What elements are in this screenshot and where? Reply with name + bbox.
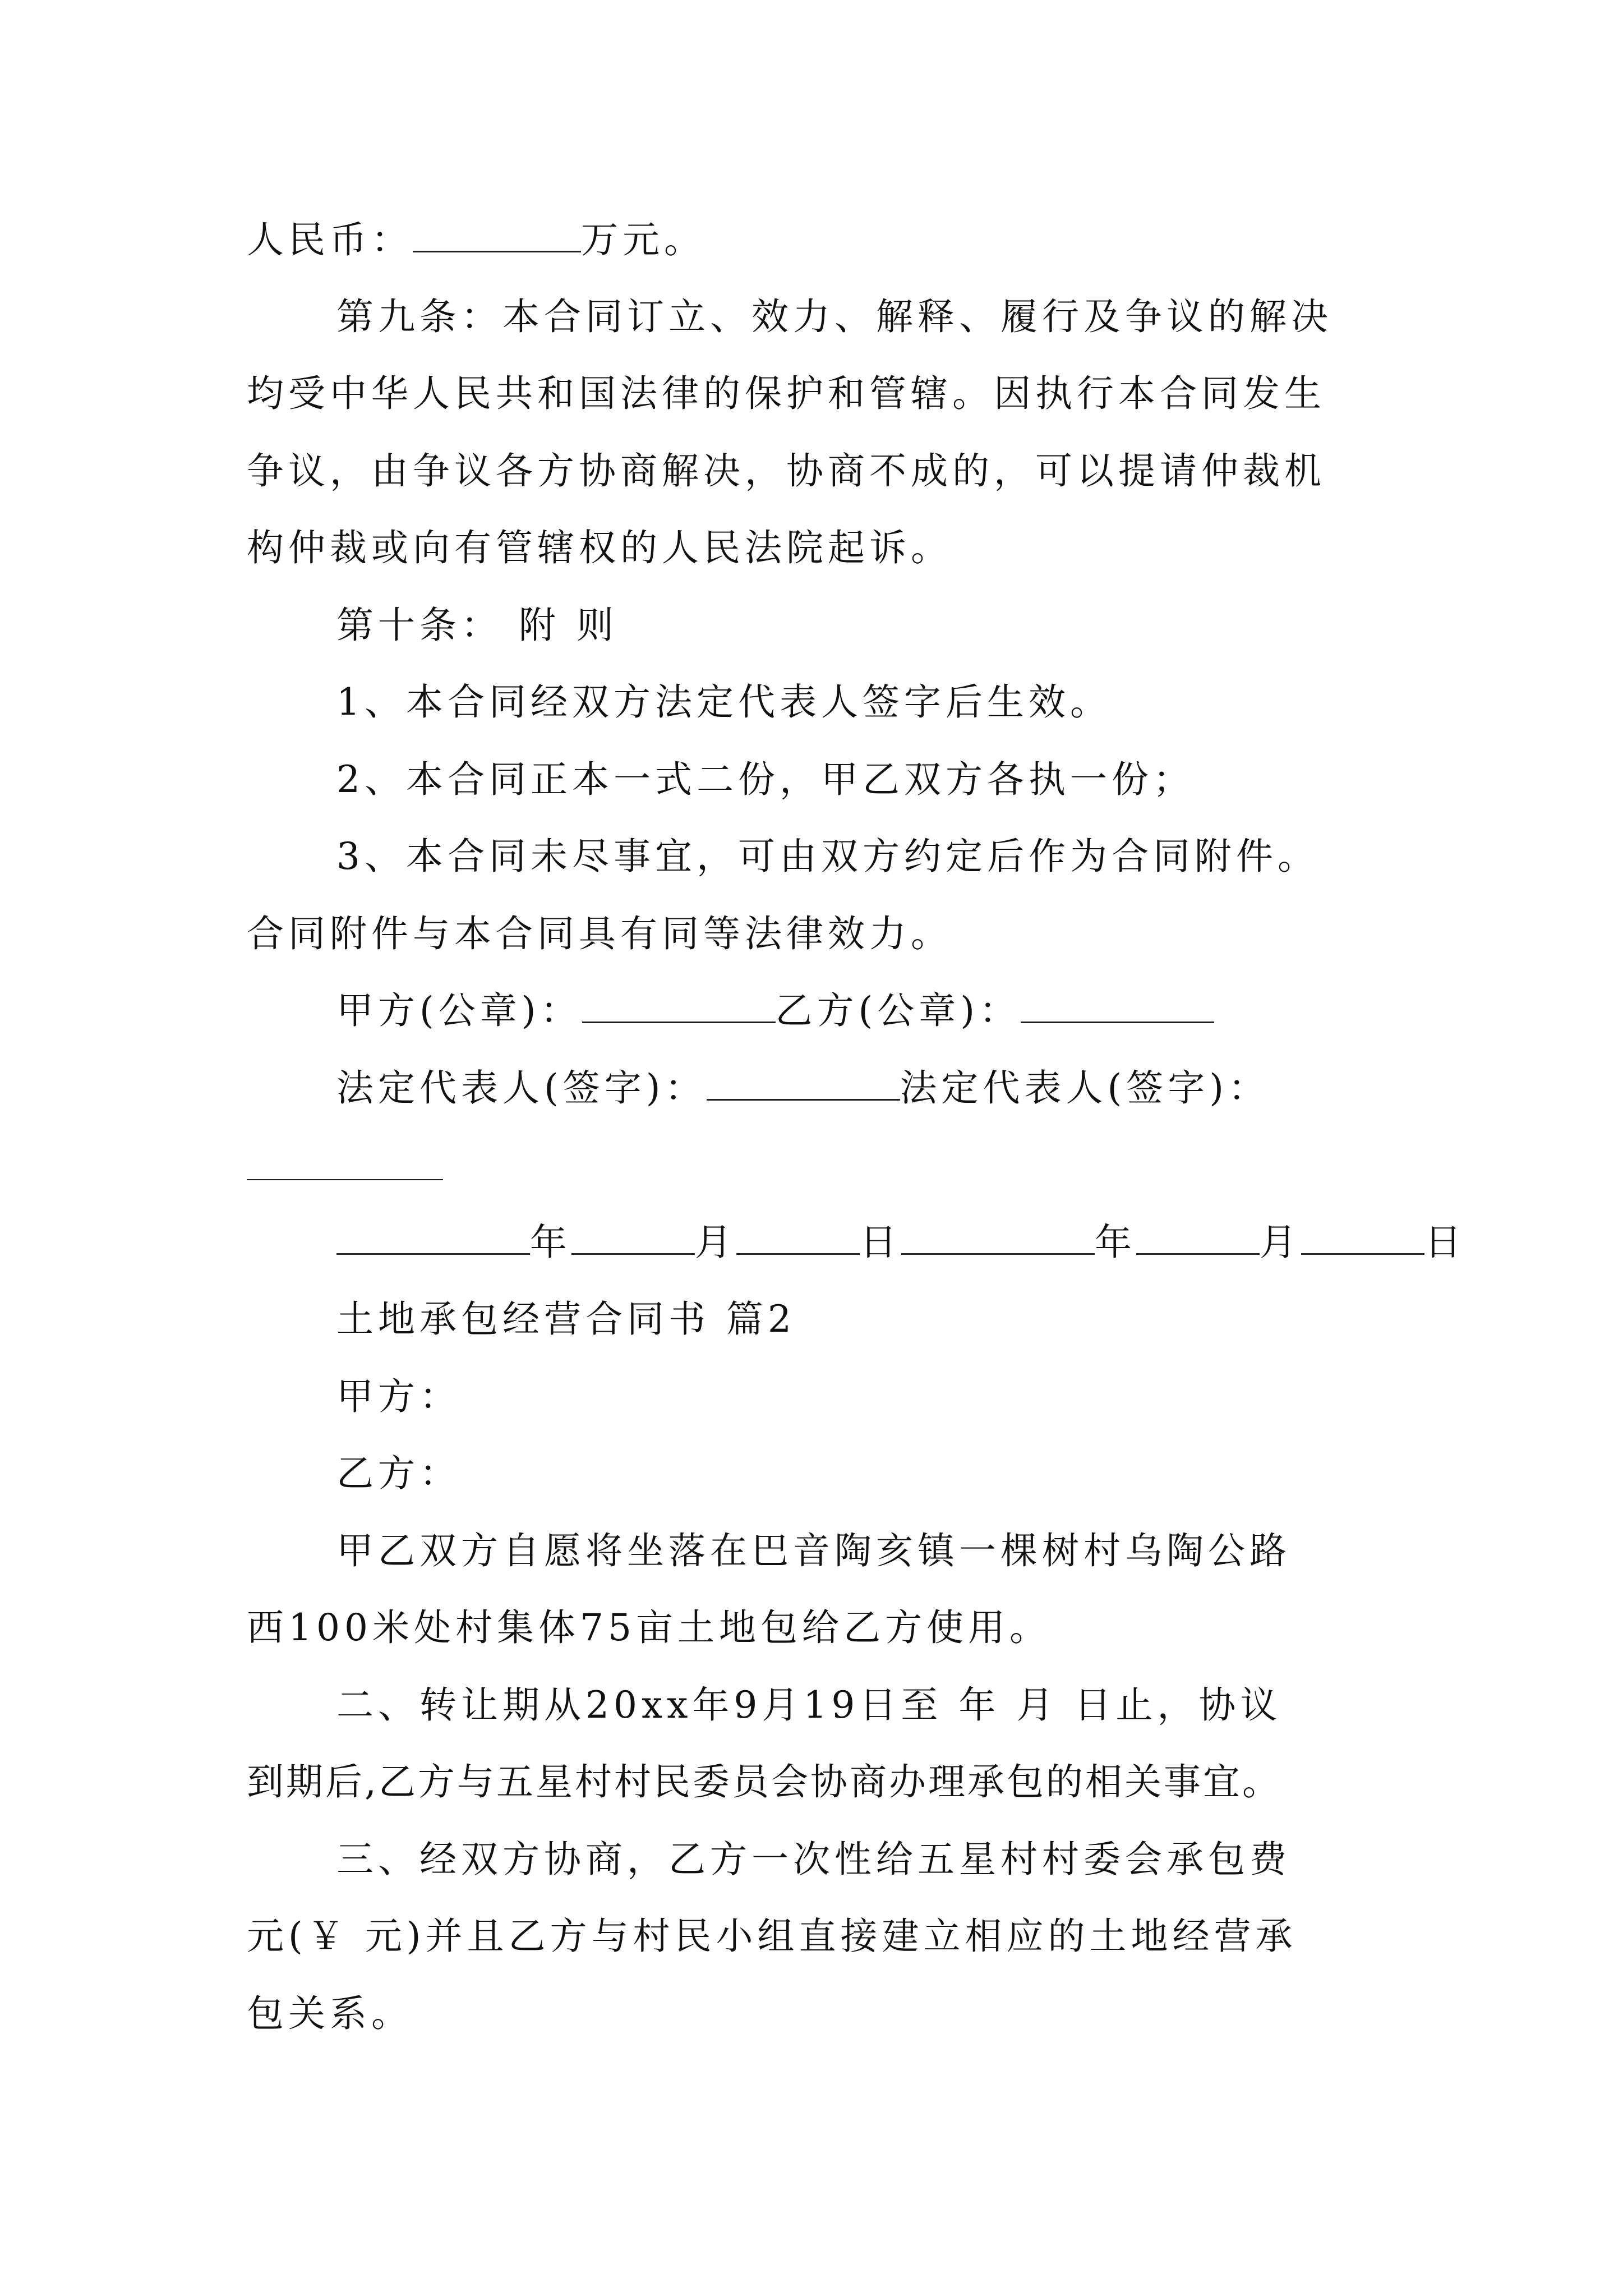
clause1-line-1: 甲乙双方自愿将坐落在巴音陶亥镇一棵树村乌陶公路 — [336, 1529, 1291, 1572]
article10-item-2: 2、本合同正本一式二份，甲乙双方各执一份； — [336, 758, 1195, 801]
date-a-day: 日 — [860, 1221, 901, 1264]
date-a-month-blank — [571, 1221, 695, 1255]
rep-a-label: 法定代表人(签字)： — [336, 1066, 707, 1110]
clause3-line-1: 三、经双方协商，乙方一次性给五星村村委会承包费 — [336, 1838, 1291, 1881]
rep-b-label: 法定代表人(签字)： — [900, 1066, 1270, 1110]
representative-line — [336, 1066, 1270, 1111]
renminbi-line — [247, 218, 706, 263]
clause3-line-3: 包关系。 — [247, 1992, 413, 2035]
date-a-year-blank — [336, 1221, 530, 1255]
date-line — [336, 1220, 1466, 1265]
date-b-month: 月 — [1260, 1221, 1301, 1264]
article10-item-3: 3、本合同未尽事宜，可由双方约定后作为合同附件。 — [336, 835, 1319, 878]
article10-item-1: 1、本合同经双方法定代表人签字后生效。 — [336, 680, 1112, 724]
date-b-day: 日 — [1424, 1221, 1466, 1264]
rep-b-blank — [247, 1179, 443, 1180]
date-b-year-blank — [901, 1221, 1095, 1255]
date-b-month-blank — [1136, 1221, 1260, 1255]
rep-a-blank — [707, 1066, 900, 1101]
clause2-line-2: 到期后,乙方与五星村村民委员会协商办理承包的相关事宜。 — [247, 1760, 1281, 1803]
article9-line-2: 均受中华人民共和国法律的保护和管辖。因执行本合同发生 — [247, 372, 1326, 415]
renminbi-unit: 万元。 — [581, 218, 706, 261]
clause1-line-2: 西100米处村集体75亩土地包给乙方使用。 — [247, 1606, 1051, 1649]
renminbi-label: 人民币： — [247, 218, 413, 261]
seal-a-blank — [582, 989, 776, 1023]
date-a-day-blank — [736, 1221, 860, 1255]
date-b-year: 年 — [1095, 1221, 1136, 1264]
date-a-month: 月 — [695, 1221, 736, 1264]
article10-item-3-cont: 合同附件与本合同具有同等法律效力。 — [247, 912, 952, 955]
clause3-line-2: 元(￥ 元)并且乙方与村民小组直接建立相应的土地经营承 — [247, 1915, 1297, 1958]
date-b-day-blank — [1301, 1221, 1424, 1255]
article9-line-4: 构仲裁或向有管辖权的人民法院起诉。 — [247, 526, 952, 569]
seal-b-blank — [1021, 989, 1214, 1023]
article9-line-3: 争议，由争议各方协商解决，协商不成的，可以提请仲裁机 — [247, 449, 1326, 493]
date-a-year: 年 — [530, 1221, 571, 1264]
article9-line-1: 第九条：本合同订立、效力、解释、履行及争议的解决 — [336, 295, 1332, 338]
party-a-label: 甲方： — [336, 1375, 461, 1418]
article10-title: 第十条： 附 则 — [336, 604, 618, 647]
amount-blank — [413, 218, 581, 252]
section2-title: 土地承包经营合同书 篇2 — [336, 1297, 796, 1341]
seal-a-label: 甲方(公章)： — [336, 989, 582, 1032]
seal-line — [336, 988, 1214, 1033]
clause2-line-1: 二、转让期从20xx年9月19日至 年 月 日止，协议 — [336, 1683, 1282, 1727]
party-b-label: 乙方： — [336, 1452, 461, 1495]
seal-b-label: 乙方(公章)： — [775, 989, 1021, 1032]
